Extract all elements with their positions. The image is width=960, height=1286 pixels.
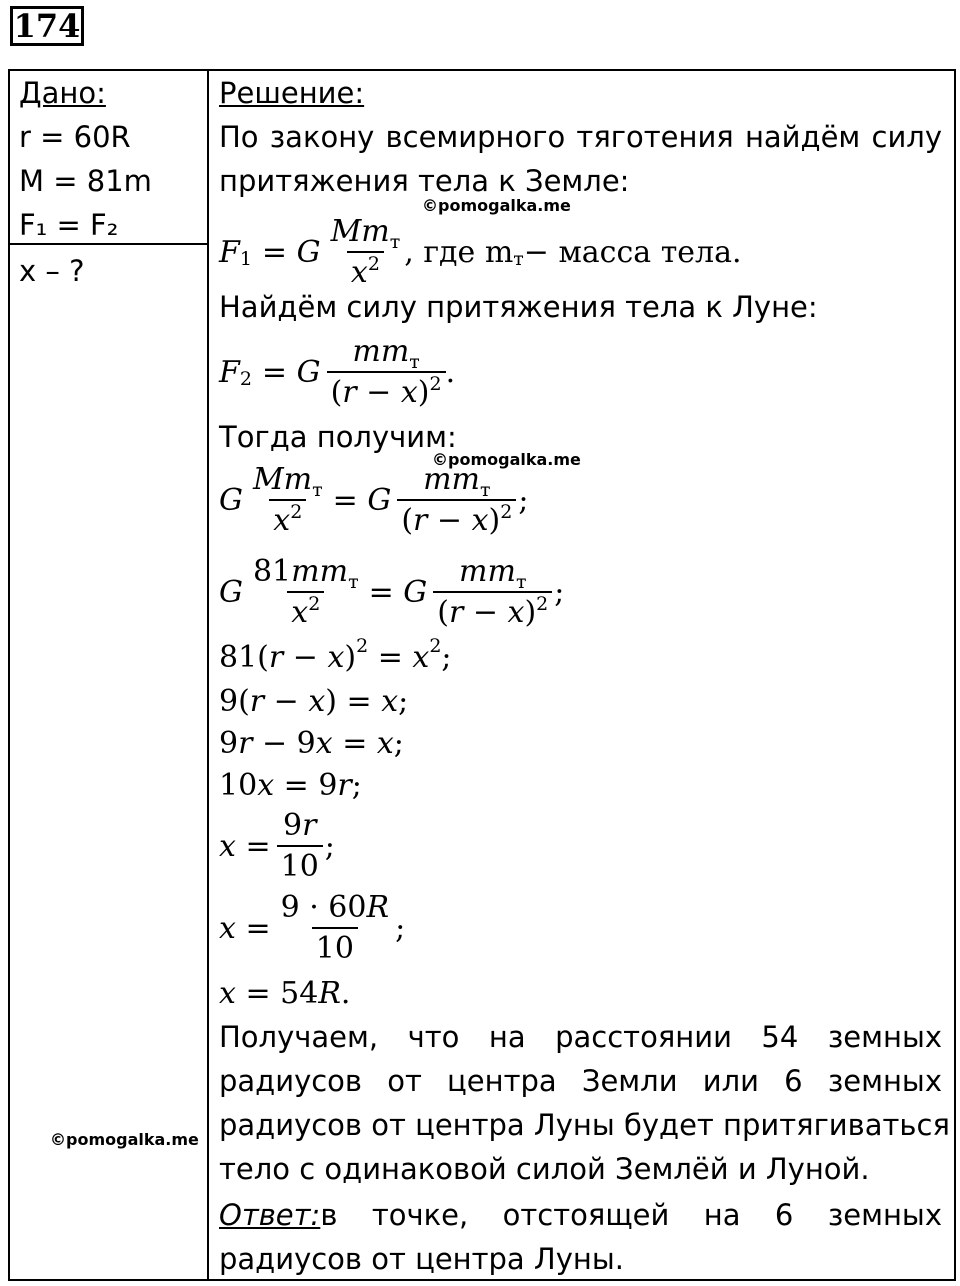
equation-6: 10 x = 9 r ; <box>219 768 362 803</box>
then-line: Тогда получим: <box>219 420 457 454</box>
answer-line-2: радиусов от центра Луны. <box>219 1242 624 1276</box>
given-line-m: M = 81m <box>19 164 152 198</box>
f1-note-end: − масса тела. <box>523 234 742 270</box>
equation-1: G $\frac{Mm_т}{x^2}$ = G $\frac{mm_т}{(r - x)^2}$ ; <box>219 462 529 538</box>
solution-heading: Решение: <box>219 76 365 110</box>
equation-4: 9( r − x ) = x ; <box>219 684 409 719</box>
given-line-f: F₁ = F₂ <box>19 208 119 242</box>
find-line: x – ? <box>19 254 85 288</box>
f1-note: , где m <box>404 234 514 270</box>
answer-label: Ответ: <box>219 1198 321 1232</box>
intro-line-2: притяжения тела к Земле: <box>219 164 630 198</box>
formula-f2: F 2 = G $\frac{mm_т}{(r - x)^2}$ . <box>219 334 456 410</box>
conclusion-line-2: радиусов от центра Земли или 6 земных <box>219 1064 942 1098</box>
moon-line: Найдём силу притяжения тела к Луне: <box>219 290 818 324</box>
equation-3: 81( r − x ) 2 = x 2 ; <box>219 634 452 675</box>
watermark: ©pomogalka.me <box>50 1130 199 1149</box>
equation-2: G $\frac{81mm_т}{x^2}$ = G $\frac{mm_т}{(r - x)^2}$ ; <box>219 554 565 630</box>
equation-9: x = 54 R . <box>219 976 351 1011</box>
answer-text: в точке, отстоящей на 6 земных <box>320 1198 942 1232</box>
given-heading: Дано: <box>19 76 106 110</box>
task-number: 174 <box>10 6 84 46</box>
watermark: ©pomogalka.me <box>422 196 571 215</box>
f1-note-sub: т <box>513 248 524 270</box>
watermark: ©pomogalka.me <box>432 450 581 469</box>
conclusion-line-1: Получаем, что на расстоянии 54 земных <box>219 1020 942 1054</box>
conclusion-line-3: радиусов от центра Луны будет притягиваться <box>219 1108 950 1142</box>
column-divider <box>207 69 209 1281</box>
given-line-r: r = 60R <box>19 120 131 154</box>
equation-8: x = $\frac{9 \cdot 60R}{10}$ ; <box>219 890 406 966</box>
equation-5: 9 r − 9 x = x ; <box>219 726 404 761</box>
answer-line-1 <box>219 1198 942 1232</box>
formula-f1: F 1 = G $\frac{Mm_т}{x^2}$ , где m т − масса тела. <box>219 214 742 290</box>
given-divider <box>8 243 209 245</box>
intro-line-1: По закону всемирного тяготения найдём силу <box>219 120 942 154</box>
equation-7: x = $\frac{9r}{10}$ ; <box>219 808 335 884</box>
conclusion-line-4: тело с одинаковой силой Землёй и Луной. <box>219 1152 870 1186</box>
